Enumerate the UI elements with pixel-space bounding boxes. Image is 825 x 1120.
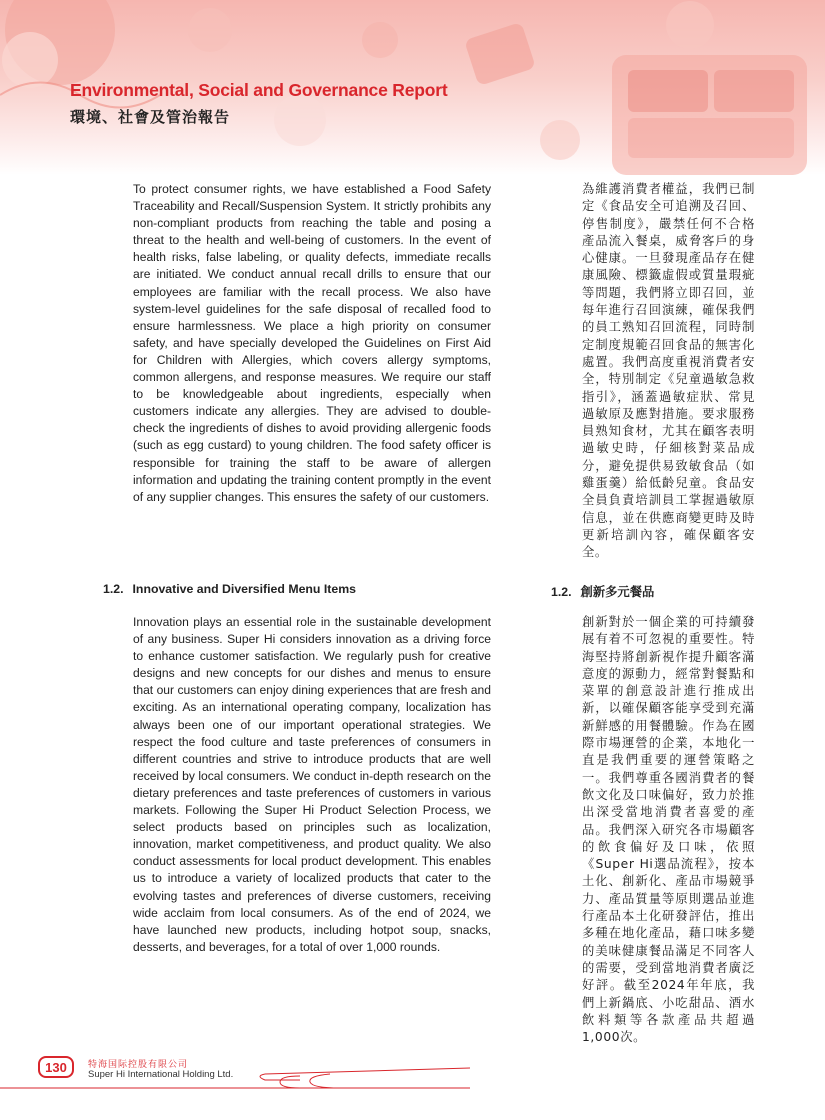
company-name-en: Super Hi International Holding Ltd. bbox=[88, 1069, 234, 1080]
company-name-zh: 特海国际控股有限公司 bbox=[88, 1060, 189, 1070]
innovation-paragraph-en: Innovation plays an essential role in the sustainable development of any business. Super Hi considers innovation as a driving force to enhance customer satisfaction. We regularly push for creative designs and new concepts for our dishes and menus to ensure that our customers can enjoy dining experiences that are fresh and exciting. As an international operating company, localization has always been one of our important operational strategies. We respect the food culture and taste preferences of consumers in different countries and strive to introduce products that are well received by local consumers. We conduct in-depth research on the dietary preferences and taste preferences of customers in various markets. Following the Super Hi Product Selection Process, we select products based on principles such as localization, innovation, market competitiveness, and product quality. We also conduct assessments for local product development. This enables us to introduce a variety of localized products that cater to the evolving tastes and preferences of diverse customers, receiving wide acclaim from local consumers. As of the end of 2024, we have launched new products, including hotpot soup, snacks, desserts, and beverages, for a total of over 1,000 rounds. bbox=[133, 615, 491, 954]
section-title-en: Innovative and Diversified Menu Items bbox=[132, 582, 356, 596]
header-banner bbox=[0, 0, 825, 175]
section-title-zh: 創新多元餐品 bbox=[580, 585, 655, 599]
section-heading-en bbox=[103, 582, 356, 596]
innovation-paragraph-zh: 創新對於一個企業的可持續發展有着不可忽視的重要性。特海堅持將創新視作提升顧客滿意度的源動力，經常對餐點和菜單的創意設計進行推成出新，以確保顧客能享受到充滿新鮮感的用餐體驗。作為在國際市場運營的企業，本地化一直是我們重要的運營策略之一。我們尊重各國消費者的餐飲文化及口味偏好，致力於推出深受當地消費者喜愛的產品。我們深入研究各市場顧客的飲食偏好及口味，依照《Super Hi選品流程》，按本土化、創新化、產品市場競爭力、產品質量等原則選品並進行產品本土化研發評估，推出多種在地化產品，藉口味多變的美味健康餐品滿足不同客人的需要，受到當地消費者廣泛好評。截至2024年年底，我們上新鍋底、小吃甜品、酒水飲料類等各款產品共超過1,000次。 bbox=[582, 615, 755, 1045]
page-footer bbox=[0, 1040, 825, 1120]
report-title-en: Environmental, Social and Governance Report bbox=[70, 80, 448, 100]
page-number: 130 bbox=[38, 1056, 74, 1078]
section-heading-zh bbox=[551, 582, 654, 600]
section-number-zh: 1.2. bbox=[551, 585, 572, 599]
report-title-zh: 環境、社會及管治報告 bbox=[70, 108, 231, 126]
consumer-rights-paragraph-zh: 為維護消費者權益，我們已制定《食品安全可追溯及召回、停售制度》，嚴禁任何不合格產品流入餐桌，威脅客戶的身心健康。一旦發現產品存在健康風險、標籤虛假或質量瑕疵等問題，我們將立即召回，並每年進行召回演練，確保我們的員工熟知召回流程，同時制定制度規範召回食品的無害化處置。我們高度重視消費者安全，特別制定《兒童過敏急救指引》，涵蓋過敏症狀、常見過敏原及應對措施。要求服務員熟知食材，尤其在顧客表明過敏史時，仔細核對菜品成分，避免提供易致敏食品（如雞蛋羹）給低齡兒童。食品安全員負責培訓員工掌握過敏原信息，並在供應商變更時及時更新培訓內容，確保顧客安全。 bbox=[582, 182, 755, 560]
consumer-rights-paragraph-en: To protect consumer rights, we have established a Food Safety Traceability and Recall/Suspension System. It strictly prohibits any non-compliant products from reaching the table and posing a threat to the health and well-being of customers. In the event of health risks, false labeling, or quality defects, immediate recalls are initiated. We conduct annual recall drills to ensure that our employees are familiar with the recall process. We also have system-level guidelines for the safe disposal of recalled food to ensure harmlessness. We place a high priority on consumer safety, and have specially developed the Guidelines on First Aid for Children with Allergies, which covers allergy symptoms, common allergens, and response measures. We require our staff to be knowledgeable about ingredients, especially when customers indicate any allergies. They are advised to double-check the ingredients of dishes to avoid providing allergenic foods (such as egg custard) to young children. The food safety officer is responsible for training the staff to be aware of allergen information and updating the training content promptly in the event of any supplier changes. This ensures the safety of our customers. bbox=[133, 182, 491, 504]
section-number-en: 1.2. bbox=[103, 582, 124, 596]
footer-wave-decoration bbox=[0, 1040, 825, 1120]
